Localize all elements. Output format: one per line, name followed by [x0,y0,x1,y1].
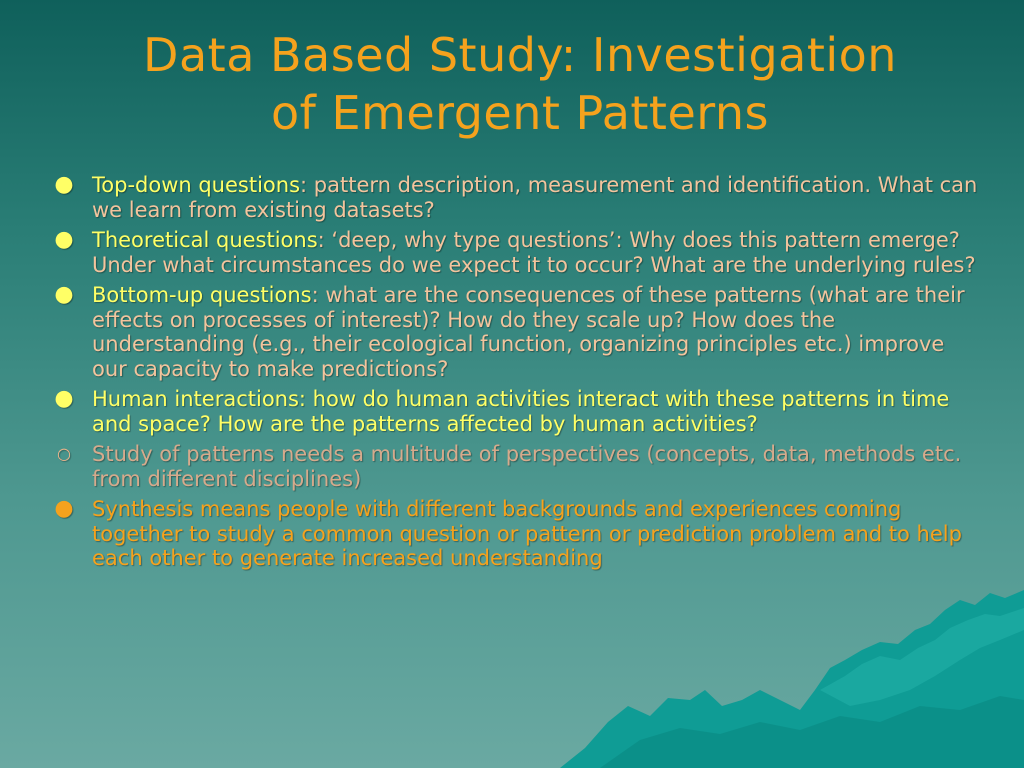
bullet-theoretical [52,228,982,277]
bullet-disc-icon: ● [54,227,74,252]
title-line-2: of Emergent Patterns [270,86,769,140]
bullet-lead: Theoretical questions [92,228,318,252]
bullet-text: : what are the consequences of these patterns (what are their effects on processes of interest)? How do they scale up? How does the understanding (e.g., their ecological function, organizing principles etc.) improve our capacity to make predictions? [92,283,965,381]
bullet-text: Synthesis means people with different backgrounds and experiences coming together to study a common question or pattern or prediction problem and to help each other to generate increased understanding [92,497,962,570]
bullet-disc-icon: ● [54,386,74,411]
bullet-ring-icon: ○ [57,444,71,463]
bullet-bottom-up [52,283,982,381]
bullet-lead: Top-down questions [92,173,301,197]
bullet-synthesis [52,497,982,571]
slide-title [60,26,980,142]
bullet-disc-icon: ● [54,172,74,197]
bullet-text: : pattern description, measurement and identification. What can we learn from existing datasets? [92,173,978,222]
bullet-text: : ‘deep, why type questions’: Why does this pattern emerge? Under what circumstances do we expect it to occur? What are the underlying rules? [92,228,976,277]
bullet-disc-icon: ● [54,282,74,307]
bullet-top-down [52,173,982,222]
bullet-lead: Bottom-up questions [92,283,312,307]
title-line-1: Data Based Study: Investigation [143,28,897,82]
bullet-text: Human interactions: how do human activities interact with these patterns in time and space? How are the patterns affected by human activities? [92,387,950,436]
bullet-text: Study of patterns needs a multitude of perspectives (concepts, data, methods etc. from different disciplines) [92,442,962,491]
bullet-human-interactions [52,387,982,436]
bullet-orange-disc-icon: ● [54,496,74,521]
bullet-study-of-patterns [52,442,982,491]
bullet-list [52,173,982,577]
